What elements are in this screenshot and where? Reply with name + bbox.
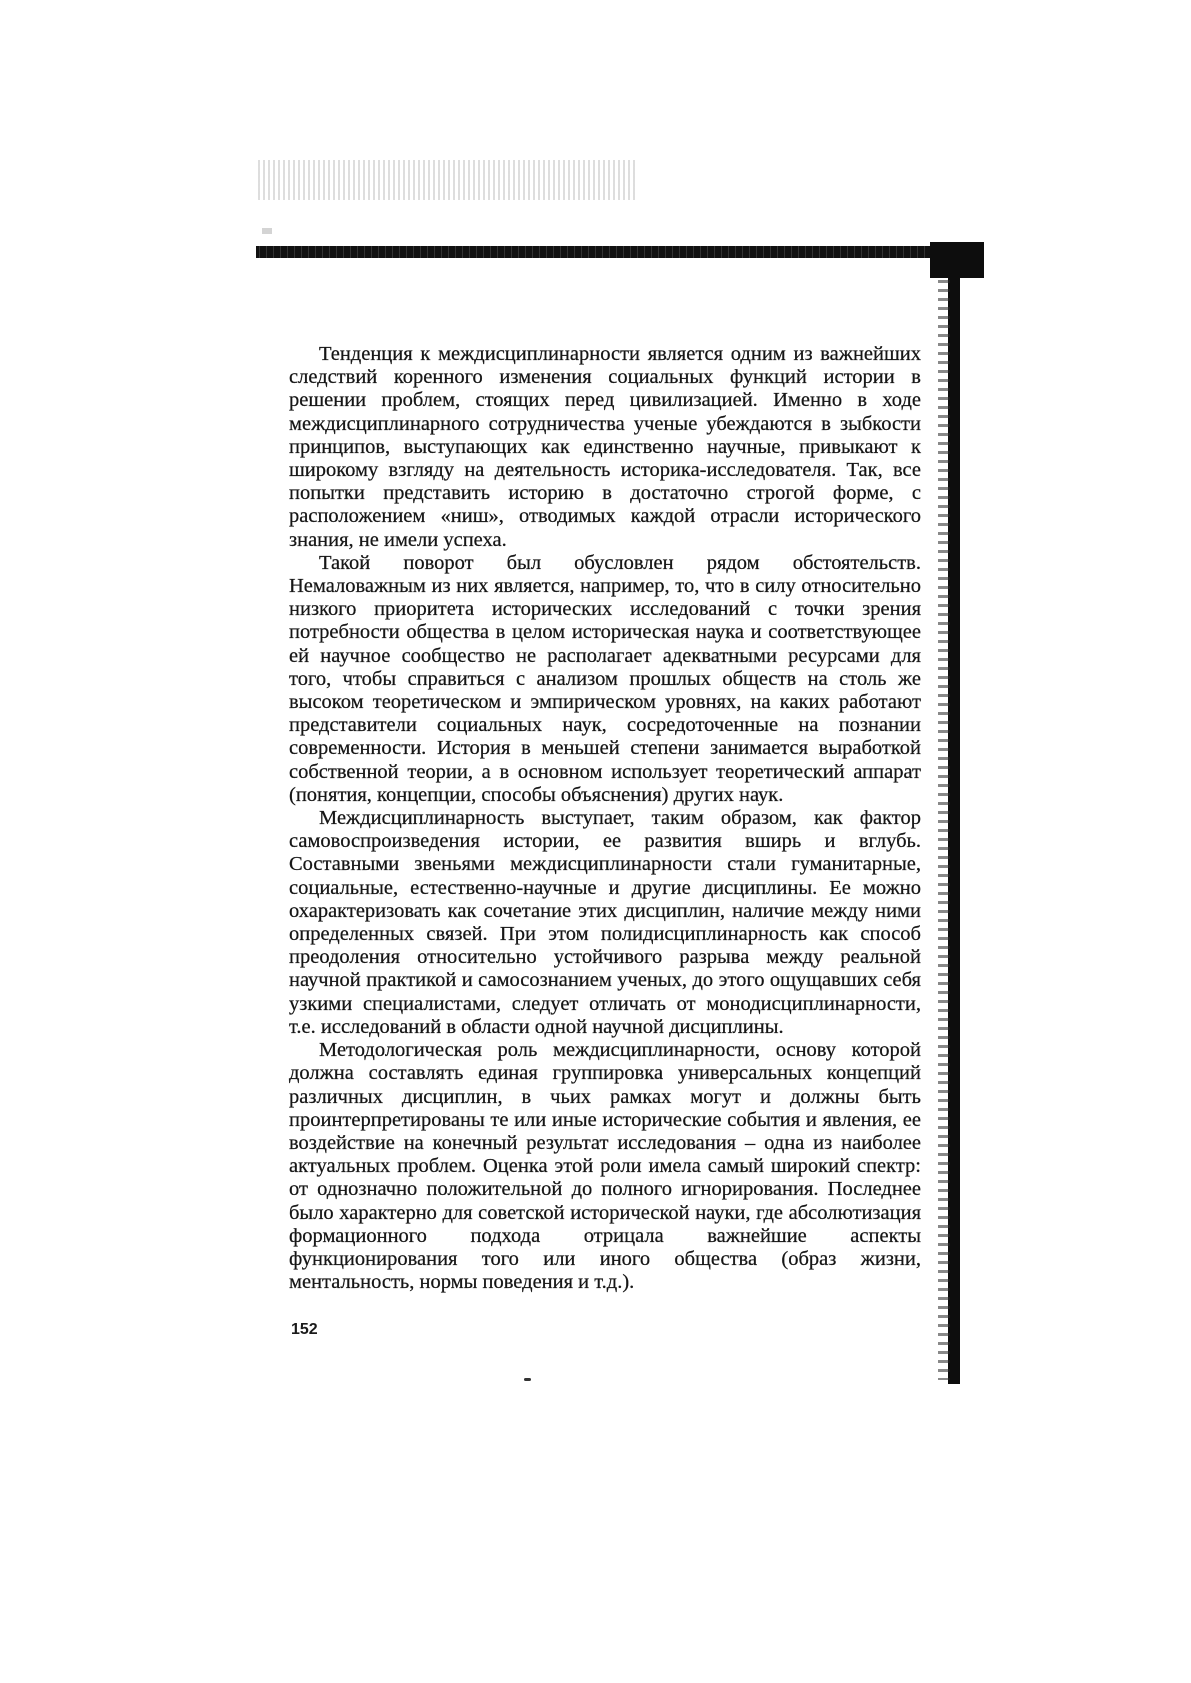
scan-speck — [524, 1378, 531, 1381]
page-number: 152 — [291, 1321, 318, 1338]
paragraph: Такой поворот был обусловлен рядом обстоятельств. Немаловажным из них является, например, то, что в силу относительно низкого приоритета исторических исследований с точки зрения потребности общества в целом историческая наука и соответствующее ей научное сообщество не располагает адекватными ресурсами для того, чтобы справиться с анализом прошлых обществ на столь же высоком теоретическом и эмпирическом уровнях, на каких работают представители социальных наук, сосредоточенные на познании современности. История в меньшей степени занимается выработкой собственной теории, а в основном использует теоретический аппарат (понятия, концепции, способы объяснения) других наук. — [289, 551, 921, 806]
top-scan-border — [256, 246, 982, 258]
paragraph: Междисциплинарность выступает, таким образом, как фактор самовоспроизведения истории, ее развития вширь и вглубь. Составными звеньями междисциплинарности стали гуманитарные, социальные, естественно-научные и другие дисциплины. Ее можно охарактеризовать как сочетание этих дисциплин, наличие между ними определенных связей. При этом полидисциплинарность как способ преодоления относительно устойчивого разрыва между реальной научной практикой и самосознанием ученых, до этого ощущавших себя узкими специалистами, следует отличать от монодисциплинарности, т.е. исследований в области одной научной дисциплины. — [289, 807, 921, 1038]
paragraph: Тенденция к междисциплинарности является одним из важнейших следствий коренного изменения социальных функций истории в решении проблем, стоящих перед цивилизацией. Именно в ходе междисциплинарного сотрудничества ученые убеждаются в зыбкости принципов, выступающих как единственно научные, привыкают к широкому взгляду на деятельность историка-исследователя. Так, все попытки представить историю в достаточно строгой форме, с расположением «ниш», отводимых каждой отрасли исторического знания, не имели успеха. — [289, 343, 921, 551]
body-text — [289, 343, 921, 1294]
scan-mark — [262, 228, 272, 234]
faded-running-header — [258, 160, 638, 200]
paragraph: Методологическая роль междисциплинарности, основу которой должна составлять единая группировка универсальных концепций различных дисциплин, в чьих рамках могут и должны быть проинтерпретированы те или иные исторические события и явления, ее воздействие на конечный результат исследования – одна из наиболее актуальных проблем. Оценка этой роли имела самый широкий спектр: от однозначно положительной до полного игнорирования. Последнее было характерно для советской исторической науки, где абсолютизация формационного подхода отрицала важнейшие аспекты функционирования того или иного общества (образ жизни, ментальность, нормы поведения и т.д.). — [289, 1039, 921, 1294]
right-scan-edge-noise — [938, 280, 950, 1380]
